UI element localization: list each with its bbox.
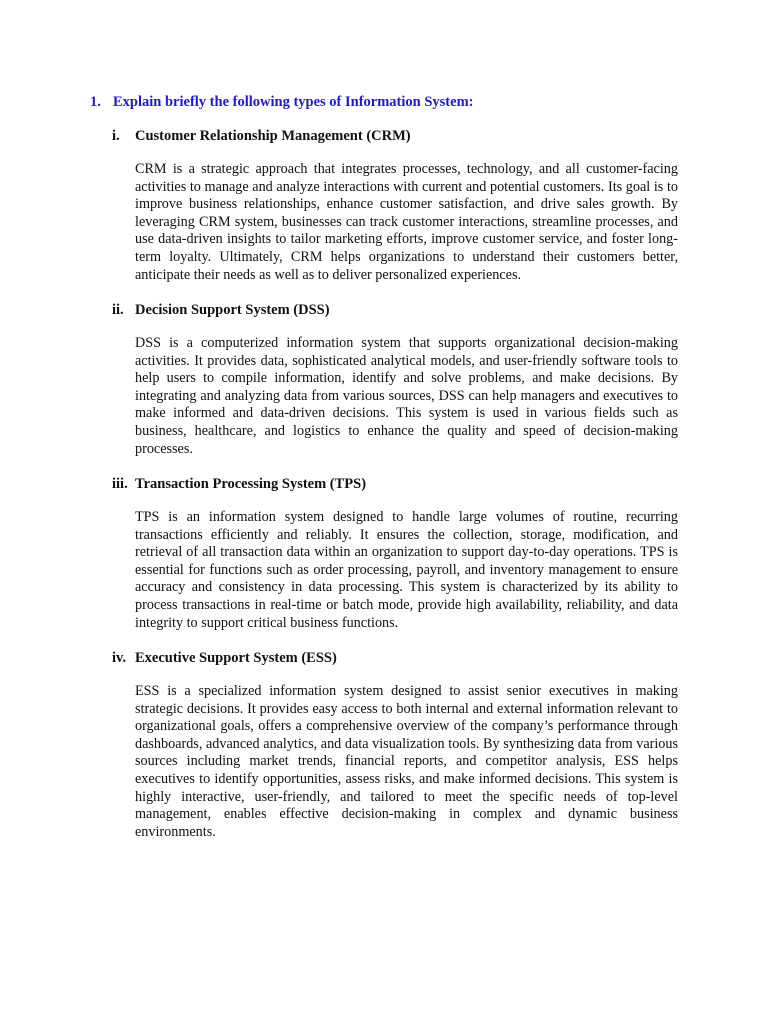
section-title: Customer Relationship Management (CRM) xyxy=(135,128,411,144)
section-ess xyxy=(112,649,678,841)
section-body-dss: DSS is a computerized information system that supports organizational decision-making activities. It provides data, sophisticated analytical models, and user-friendly software tools to help users to compile information, identify and solve problems, and make decisions. By integrating and analyzing data from various sources, DSS can help managers and executives to make informed and data-driven decisions. This system is used in various fields such as business, healthcare, and logistics to enhance the quality and speed of decision-making processes. xyxy=(135,335,678,457)
section-body-ess: ESS is a specialized information system designed to assist senior executives in making strategic decisions. It provides easy access to both internal and external information relevant to organizational goals, offers a comprehensive overview of the company’s performance through dashboards, advanced analytics, and data visualization tools. By synthesizing data from various sources including market trends, financial reports, and competitor analysis, ESS helps executives to identify opportunities, assess risks, and make informed decisions. This system is highly interactive, user-friendly, and tailored to meet the specific needs of top-level management, enables effective decision-making in complex and dynamic business environments. xyxy=(135,683,678,840)
question-heading xyxy=(90,93,690,111)
section-title: Transaction Processing System (TPS) xyxy=(135,476,367,492)
question-number: 1. xyxy=(90,94,101,110)
section-numeral: iii. xyxy=(112,476,128,492)
section-numeral: i. xyxy=(112,128,120,144)
section-numeral: iv. xyxy=(112,650,127,666)
section-tps xyxy=(112,475,678,632)
section-crm xyxy=(112,127,678,284)
section-heading-ess xyxy=(112,649,678,667)
question-text: Explain briefly the following types of Information System: xyxy=(113,94,474,110)
section-body-crm: CRM is a strategic approach that integrates processes, technology, and all customer-facing activities to manage and analyze interactions with current and potential customers. Its goal is to improve business relationships, enhance customer satisfaction, and drive sales growth. By leveraging CRM system, businesses can track customer interactions, streamline processes, and use data-driven insights to tailor marketing efforts, improve customer service, and foster long-term loyalty. Ultimately, CRM helps organizations to understand their customers better, anticipate their needs as well as to deliver personalized experiences. xyxy=(135,161,678,283)
section-body-tps: TPS is an information system designed to handle large volumes of routine, recurring transactions efficiently and reliably. It ensures the collection, storage, modification, and retrieval of all transaction data within an organization to support day-to-day operations. TPS is essential for functions such as order processing, payroll, and inventory management to ensure accuracy and consistency in data processing. This system is characterized by its ability to process transactions in real-time or batch mode, provide high availability, reliability, and data integrity to support critical business functions. xyxy=(135,509,678,631)
section-heading-tps xyxy=(112,475,678,493)
section-title: Executive Support System (ESS) xyxy=(135,650,337,666)
section-title: Decision Support System (DSS) xyxy=(135,302,330,318)
section-numeral: ii. xyxy=(112,302,124,318)
section-heading-dss xyxy=(112,301,678,319)
section-heading-crm xyxy=(112,127,678,145)
section-dss xyxy=(112,301,678,458)
